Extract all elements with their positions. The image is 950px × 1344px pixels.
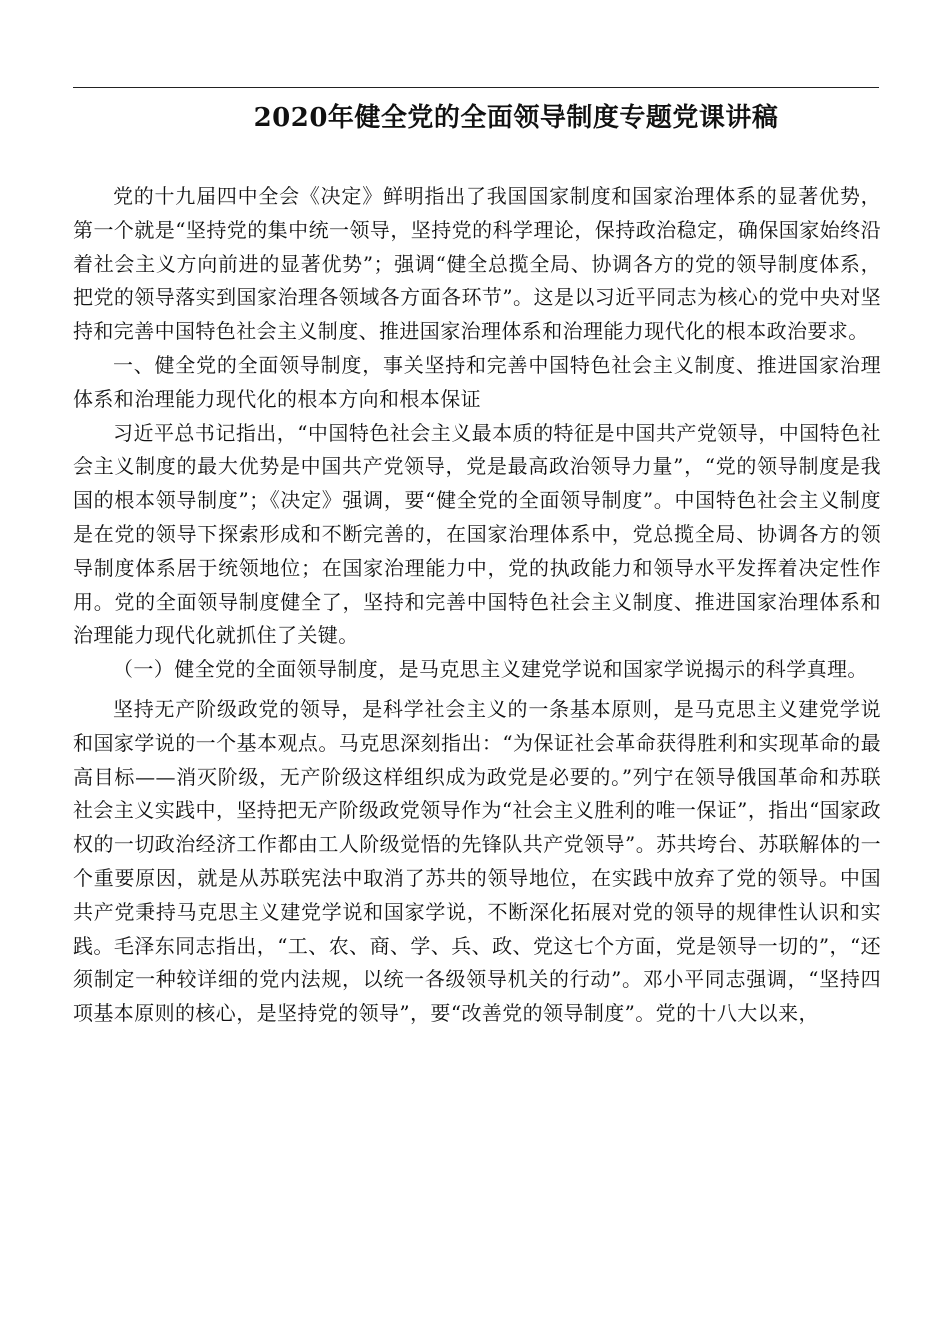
document-body: [73, 180, 881, 1031]
paragraph-heading-1: 一、健全党的全面领导制度，事关坚持和完善中国特色社会主义制度、推进国家治理体系和治理能力现代化的根本方向和根本保证: [73, 352, 881, 411]
document-title: [73, 100, 879, 136]
paragraph-subheading-1: （一）健全党的全面领导制度，是马克思主义建党学说和国家学说揭示的科学真理。: [113, 657, 868, 682]
paragraph-marxism: 坚持无产阶级政党的领导，是科学社会主义的一条基本原则，是马克思主义建党学说和国家学说的一个基本观点。马克思深刻指出：“为保证社会革命获得胜利和实现革命的最高目标——消灭阶级，无产阶级这样组织成为政党是必要的。”列宁在领导俄国革命和苏联社会主义实践中，坚持把无产阶级政党领导作为“社会主义胜利的唯一保证”，指出“国家政权的一切政治经济工作都由工人阶级觉悟的先锋队共产党领导”。苏共垮台、苏联解体的一个重要原因，就是从苏联宪法中取消了苏共的领导地位，在实践中放弃了党的领导。中国共产党秉持马克思主义建党学说和国家学说，不断深化拓展对党的领导的规律性认识和实践。毛泽东同志指出，“工、农、商、学、兵、政、党这七个方面，党是领导一切的”，“还须制定一种较详细的党内法规，以统一各级领导机关的行动”。邓小平同志强调，“坚持四项基本原则的核心，是坚持党的领导”，要“改善党的领导制度”。党的十八大以来，: [73, 696, 881, 1026]
document-title-text: 2020年健全党的全面领导制度专题党课讲稿: [253, 103, 779, 133]
header-rule: [73, 87, 879, 88]
paragraph-intro: 党的十九届四中全会《决定》鲜明指出了我国国家制度和国家治理体系的显著优势，第一个就是“坚持党的集中统一领导，坚持党的科学理论，保持政治稳定，确保国家始终沿着社会主义方向前进的显著优势”；强调“健全总揽全局、协调各方的党的领导制度体系，把党的领导落实到国家治理各领域各方面各环节”。这是以习近平同志为核心的党中央对坚持和完善中国特色社会主义制度、推进国家治理体系和治理能力现代化的根本政治要求。: [73, 184, 881, 344]
paragraph-quote-xi: 习近平总书记指出，“中国特色社会主义最本质的特征是中国共产党领导，中国特色社会主义制度的最大优势是中国共产党领导，党是最高政治领导力量”，“党的领导制度是我国的根本领导制度”；《决定》强调，要“健全党的全面领导制度”。中国特色社会主义制度是在党的领导下探索形成和不断完善的，在国家治理体系中，党总揽全局、协调各方的领导制度体系居于统领地位；在国家治理能力中，党的执政能力和领导水平发挥着决定性作用。党的全面领导制度健全了，坚持和完善中国特色社会主义制度、推进国家治理体系和治理能力现代化就抓住了关键。: [73, 420, 881, 648]
